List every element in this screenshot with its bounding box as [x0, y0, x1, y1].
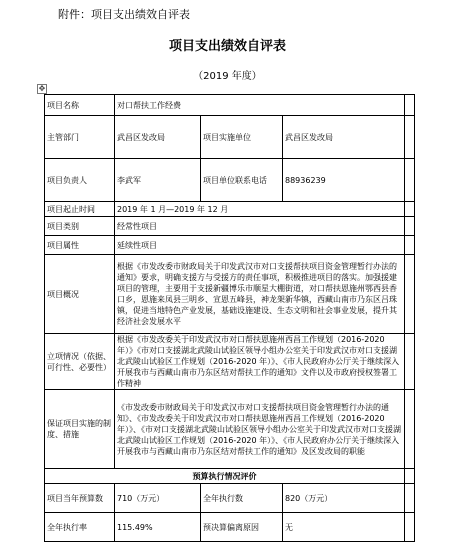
guarantee-label: 保证项目实施的制度、措施 [45, 390, 115, 469]
category-label: 项目类别 [45, 217, 115, 236]
category-value: 经常性项目 [115, 217, 405, 236]
exec-rate-value: 115.49% [115, 513, 201, 542]
table-row [45, 217, 415, 236]
self-evaluation-table [44, 94, 415, 542]
cell-mark [405, 255, 415, 334]
table-row [45, 390, 415, 469]
cell-mark [405, 95, 415, 116]
attachment-label: 附件：项目支出绩效自评表 [58, 8, 190, 21]
table-row [45, 334, 415, 390]
guarantee-value: 《市发改委市财政局关于印发武汉市对口支援帮扶项目资金管理暂行办法的通知》、《市发改委关于印发武汉市对口帮扶恩施州西昌工作规划（2016-2020 年）》、《市对口支援湖北武陵山试验区领导小组办公室关于印发武汉市对口支援湖北武陵山试验区工作规划（2016-2020 年）》、《市人民政府办公厅关于继续深入开展我市与西藏山南市乃东区结对帮扶工作的通知》及区发改局的职能 [115, 390, 405, 469]
basis-value: 根据《市发改委关于印发武汉市对口帮扶恩施州西昌工作规划（2016-2020 年）》《市对口支援湖北武陵山试验区领导小组办公室关于印发武汉市对口支援湖北武陵山试验区工作规划（2016-2020 年）》、《市人民政府办公厅关于继续深入开展我市与西藏山南市乃东区结对帮扶工作的通知》文件以及市政府授权签署工作精神 [115, 334, 405, 390]
project-name-value: 对口帮扶工作经费 [115, 95, 405, 116]
dept-value: 武昌区发改局 [115, 116, 201, 159]
cell-mark [405, 513, 415, 542]
attribute-label: 项目属性 [45, 236, 115, 255]
table-row [45, 95, 415, 116]
overview-value: 根据《市发改委市财政局关于印发武汉市对口支援帮扶项目资金管理暂行办法的通知》要求，明确支援方与受援方的责任事项，积极推进项目的落实。加强援建项目的管理，主要用于支援新疆博乐市顺星大棚街道，对口帮扶恩施州鄂西县香口乡，恩施来凤县三明乡、宣恩五峰县，神龙架新华镇，西藏山南市乃东区吕珠镇，促进当地特色产业发展，基础设施建设、生态文明和社会事业发展，提升其经济社会发展水平 [115, 255, 405, 334]
impl-label: 项目实施单位 [201, 116, 283, 159]
budget-label: 项目当年预算数 [45, 484, 115, 513]
cell-mark [405, 334, 415, 390]
period-label: 项目起止时间 [45, 202, 115, 217]
owner-label: 项目负责人 [45, 159, 115, 202]
cell-mark [405, 484, 415, 513]
table-row [45, 159, 415, 202]
table-row [45, 469, 415, 484]
project-name-label: 项目名称 [45, 95, 115, 116]
dept-label: 主管部门 [45, 116, 115, 159]
cell-mark [405, 217, 415, 236]
cell-mark [405, 202, 415, 217]
cell-mark [405, 116, 415, 159]
cell-mark [405, 236, 415, 255]
budget-value: 710（万元） [115, 484, 201, 513]
year-label: （2019 年度） [193, 71, 262, 82]
deviation-label: 预决算偏离原因 [201, 513, 283, 542]
exec-amount-label: 全年执行数 [201, 484, 283, 513]
basis-label: 立项情况（依据、可行性、必要性） [45, 334, 115, 390]
exec-rate-label: 全年执行率 [45, 513, 115, 542]
cell-mark [405, 390, 415, 469]
table-row [45, 484, 415, 513]
cell-mark [405, 469, 415, 484]
table-row [45, 202, 415, 217]
table-move-handle-icon[interactable]: ✥ [38, 84, 46, 93]
owner-value: 李武军 [115, 159, 201, 202]
impl-value: 武昌区发改局 [283, 116, 405, 159]
attribute-value: 延续性项目 [115, 236, 405, 255]
table-row [45, 255, 415, 334]
eval-header: 预算执行情况评价 [45, 469, 405, 484]
overview-label: 项目概况 [45, 255, 115, 334]
phone-value: 88936239 [283, 159, 405, 202]
page-title: 项目支出绩效自评表 [168, 39, 286, 54]
phone-label: 项目单位联系电话 [201, 159, 283, 202]
table-row [45, 116, 415, 159]
table-row [45, 513, 415, 542]
period-value: 2019 年 1 月—2019 年 12 月 [115, 202, 405, 217]
table-row [45, 236, 415, 255]
deviation-value: 无 [283, 513, 405, 542]
cell-mark [405, 159, 415, 202]
exec-amount-value: 820（万元） [283, 484, 405, 513]
